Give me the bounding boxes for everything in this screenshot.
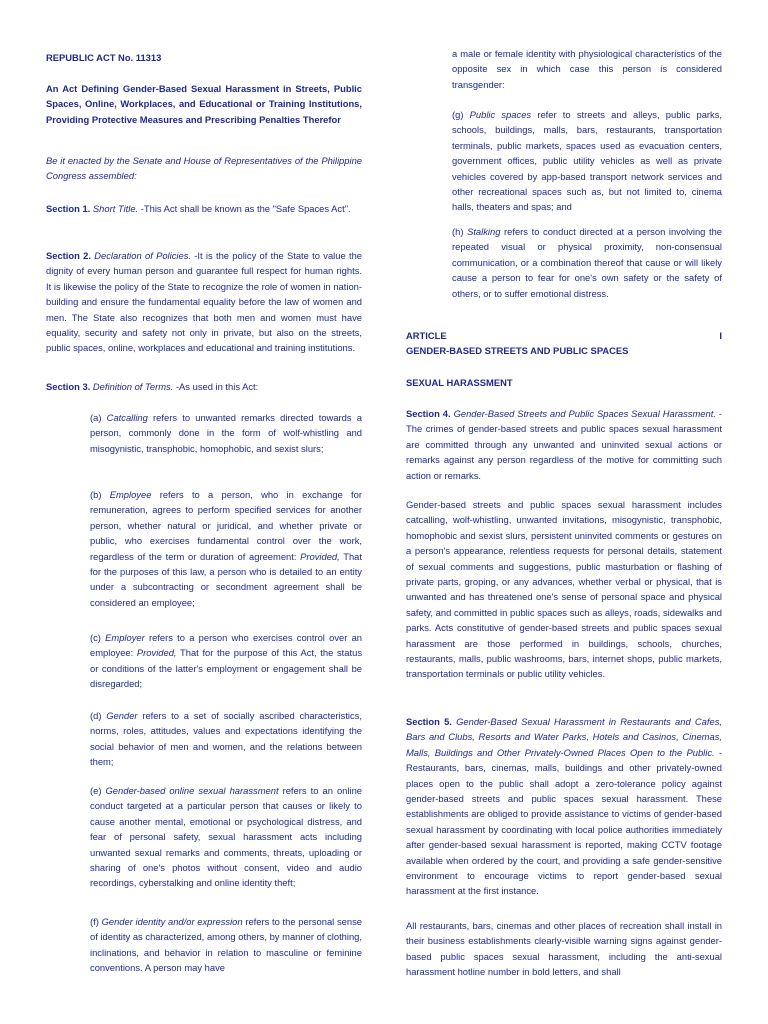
definition-d: (d) Gender refers to a set of socially ascribed characteristics, norms, roles, attitudes, values and expectations identifying the social behavior of men and women, and the relations between them; xyxy=(90,710,362,768)
definition-h: (h) Stalking refers to conduct directed at a person involving the repeated visual or physical proximity, non-consensual communication, or a combination thereof that cause or will likely cause a person to fear for one's own safety or the safety of others, or to suffer emotional distress. xyxy=(452,226,723,299)
section-1: Section 1. Short Title. -This Act shall be known as the "Safe Spaces Act". xyxy=(46,203,351,214)
section-4: Section 4. Gender-Based Streets and Public Spaces Sexual Harassment. -The crimes of gender-based streets and public spaces sexual harassment are committed through any unwanted and uninvited sexual actions or remarks against any person regardless of the motive for committing such action or remarks. xyxy=(406,408,722,481)
definition-c: (c) Employer refers to a person who exercises control over an employee: Provided, That for the purpose of this Act, the status or conditions of the latter's employment or engagement shall be disregarded; xyxy=(90,632,363,690)
act-title: An Act Defining Gender-Based Sexual Harassment in Streets, Public Spaces, Online, Workplaces, and Educational or Training Institutions, Providing Protective Measures and Prescribing Penalties Therefor xyxy=(46,83,362,125)
warning-signs-paragraph: All restaurants, bars, cinemas and other places of recreation shall install in their business establishments clearly-visible warning signs against gender-based public spaces sexual harassment, including the anti-sexual harassment hotline number in bold letters, and shall xyxy=(406,920,722,978)
section-2: Section 2. Declaration of Policies. -It is the policy of the State to value the dignity of every human person and guarantee full respect for human rights. It is likewise the policy of the State to recognize the role of women in nation-building and ensure the fundamental equality before the law of women and men. The State also recognizes that both men and women must have equality, security and safety not only in private, but also on the streets, public spaces, online, workplaces and educational and training institutions. xyxy=(46,250,362,354)
article-heading xyxy=(406,328,722,343)
definition-e: (e) Gender-based online sexual harassment refers to an online conduct targeted at a particular person that causes or likely to cause another mental, emotional or psychological distress, and fear of personal safety, sexual harassment acts including unwanted sexual remarks and comments, threats, uploading or sharing of one's photos without consent, video and audio recordings, cyberstalking and online identity theft; xyxy=(90,785,362,889)
article-label: ARTICLE xyxy=(406,330,447,341)
definition-f: (f) Gender identity and/or expression refers to the personal sense of identity as characterized, among others, by manner of clothing, inclinations, and behavior in relation to masculine or feminine conventions. A person may have xyxy=(90,916,362,974)
gender-based-paragraph: Gender-based streets and public spaces sexual harassment includes catcalling, wolf-whistling, unwanted invitations, misogynistic, transphobic, homophobic and sexist slurs, persistent uninvited comments or gestures on a person's appearance, relentless requests for personal details, statement of sexual comments and suggestions, public masturbation or flashing of private parts, groping, or any advances, whether verbal or physical, that is unwanted and has threatened one's sense of personal space and physical safety, and committed in public spaces such as alleys, roads, sidewalks and parks. Acts constitutive of gender-based streets and public spaces sexual harassment are those performed in buildings, schools, churches, restaurants, malls, public washrooms, bars, internet shops, public markets, transportation terminals or public utility vehicles. xyxy=(406,499,722,680)
definition-g: (g) Public spaces refer to streets and alleys, public parks, schools, buildings, malls, bars, restaurants, transportation terminals, public markets, spaces used as evacuation centers, government offices, public utility vehicles as well as private vehicles covered by app-based transport network services and other recreational spaces such as, but not limited to, cinema halls, theaters and spas; and xyxy=(452,109,723,213)
definition-a: (a) Catcalling refers to unwanted remarks directed towards a person, commonly done in the form of wolf-whistling and misogynistic, transphobic, homophobic, and sexist slurs; xyxy=(90,412,362,454)
definition-f-continued: a male or female identity with physiological characteristics of the opposite sex in which case this person is considered transgender: xyxy=(452,48,722,90)
section-5: Section 5. Gender-Based Sexual Harassment in Restaurants and Cafes, Bars and Clubs, Resorts and Water Parks, Hotels and Casinos, Cinemas, Malls, Buildings and Other Privately-Owned Places Open to the Public. -Restaurants, bars, cinemas, malls, buildings and other privately-owned places open to the public shall adopt a zero-tolerance policy against gender-based streets and public spaces sexual harassment. These establishments are obliged to provide assistance to victims of gender-based sexual harassment by coordinating with local police authorities immediately after gender-based sexual harassment is reported, making CCTV footage available when ordered by the court, and providing a safe gender-sensitive environment to encourage victims to report gender-based sexual harassment at the first instance. xyxy=(406,716,722,897)
definition-b: (b) Employee refers to a person, who in exchange for remuneration, agrees to perform specified services for another person, whether natural or juridical, and whether private or public, who exercises fundamental control over the work, regardless of the term or duration of agreement: Provided, That for the purposes of this law, a person who is detailed to an entity under a subcontracting or secondment agreement shall be considered an employee; xyxy=(90,489,363,608)
section-3: Section 3. Definition of Terms. -As used in this Act: xyxy=(46,381,259,392)
article-number: I xyxy=(719,330,722,341)
ra-number: REPUBLIC ACT No. 11313 xyxy=(46,52,162,63)
subheading: SEXUAL HARASSMENT xyxy=(406,377,513,388)
article-title: GENDER-BASED STREETS AND PUBLIC SPACES xyxy=(406,345,629,356)
enacting-clause: Be it enacted by the Senate and House of Representatives of the Philippine Congress assembled: xyxy=(46,155,362,182)
